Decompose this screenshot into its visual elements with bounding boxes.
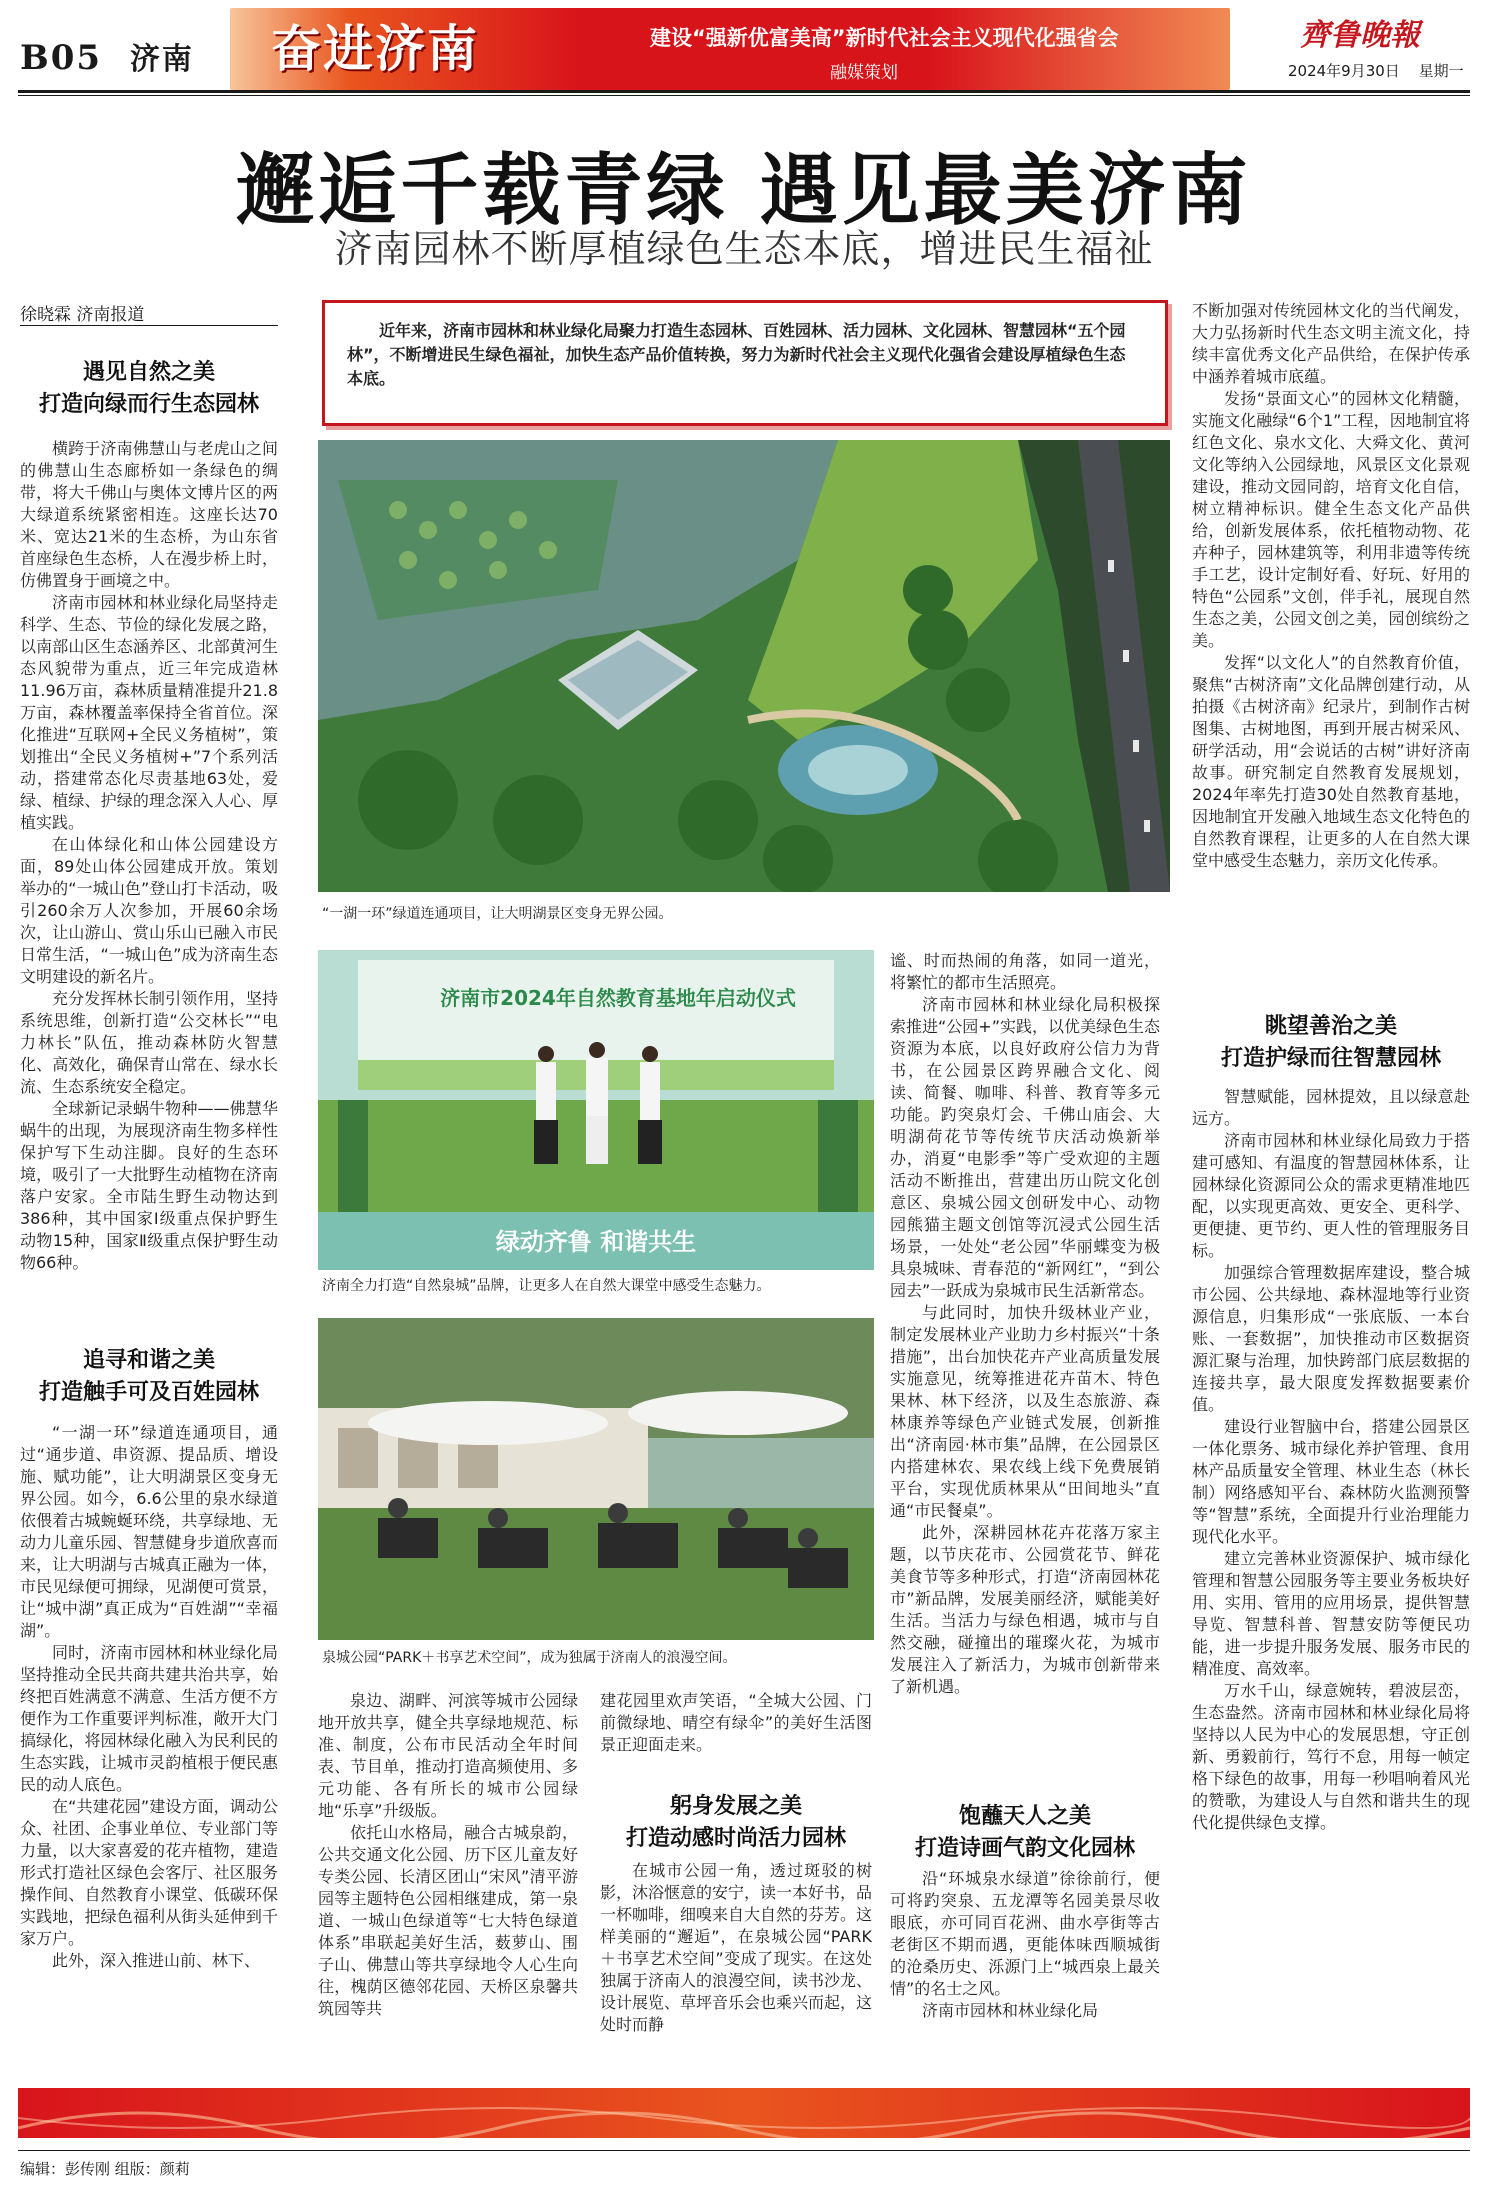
paragraph: 在城市公园一角，透过斑驳的树影，沐浴惬意的安宁，读一本好书，品一杯咖啡，细嗅来自大自然的芬芳。这样美丽的“邂逅”，在泉城公园“PARK＋书享艺术空间”变成了现实。在这处独属于济南人的浪漫空间，读书沙龙、设计展览、草坪音乐会也乘兴而起，这处时而静	[600, 1861, 872, 2034]
section-heading-5	[1192, 1010, 1470, 1074]
paragraph: 此外，深入推进山前、林下、	[52, 1951, 261, 1970]
ceremony-backdrop-title: 济南市2024年自然教育基地年启动仪式	[440, 986, 796, 1010]
paragraph: 在山体绿化和山体公园建设方面，89处山体公园建成开放。策划举办的“一城山色”登山打卡活动，吸引260余万人次参加，开展60余场次，让山游山、赏山乐山已融入市民日常生活，“一城山色”成为济南生态文明建设的新名片。	[20, 835, 278, 986]
paragraph: 建花园里欢声笑语，“全城大公园、门前微绿地、晴空有绿伞”的美好生活图景正迎面走来。	[600, 1691, 872, 1754]
paragraph: 济南市园林和林业绿化局坚持走科学、生态、节俭的绿化发展之路，以南部山区生态涵养区、北部黄河生态风貌带为重点，近三年完成造林11.96万亩，森林质量精准提升21.8万亩，森林覆盖率保持全省首位。深化推进“互联网+全民义务植树”，策划推出“全民义务植树+”7个系列活动，搭建常态化尽责基地63处，爱绿、植绿、护绿的理念深入人心、厚植实践。	[20, 593, 278, 832]
banner-title: 奋进济南	[271, 19, 479, 78]
photo-ceremony	[318, 950, 874, 1270]
editor-credits: 编辑：彭传刚 组版：颜莉	[20, 2160, 190, 2178]
photo-aerial-park	[318, 440, 1170, 892]
newspaper-logo: 齊鲁晚報	[1300, 18, 1420, 53]
paragraph: “一湖一环”绿道连通项目，通过“通步道、串资源、提品质、增设施、赋功能”，让大明湖景区变身无界公园。如今，6.6公里的泉水绿道依偎着古城蜿蜒环绕，共享绿地、无动力儿童乐园、智慧健身步道欣喜而来，让大明湖与古城真正融为一体，市民见绿便可拥绿，见湖便可赏景，让“城中湖”真正成为“百姓湖”“幸福湖”。	[20, 1423, 278, 1640]
column-4-top	[890, 950, 1160, 1788]
paragraph: 泉边、湖畔、河滨等城市公园绿地开放共享，健全共享绿地规范、标准、制度，公布市民活动全年时间表、节目单，推动打造高频使用、多元功能、各有所长的城市公园绿地“乐享”升级版。	[318, 1691, 578, 1820]
header-rule	[18, 90, 1470, 93]
paragraph: 依托山水格局，融合古城泉韵，公共交通文化公园、历下区儿童友好专类公园、长清区团山“宋风”清平游园等主题特色公园相继建成，第一泉道、一城山色绿道等“七大特色绿道体系”串联起美好生活，薮萝山、围子山、佛慧山等共享绿地令人心生向往，槐荫区德邻花园、天桥区泉馨共筑园等共	[318, 1823, 578, 2018]
photo-park-cafe	[318, 1318, 874, 1640]
article-title: 邂逅千载青绿 遇见最美济南	[236, 145, 1252, 236]
paragraph: 此外，深耕园林花卉花落万家主题，以节庆花市、公园赏花节、鲜花美食节等多种形式，打造“济南园林花市”新品牌，发展美丽经济，赋能美好生活。当活力与绿色相遇，城市与自然交融，碰撞出的璀璨火花，为城市发展注入了新活力，为城市创新带来了新机遇。	[890, 1523, 1160, 1696]
byline-rule	[20, 325, 278, 326]
park-cafe-illustration	[318, 1318, 874, 1640]
section-name: 济南	[129, 42, 194, 77]
paragraph: 不断加强对传统园林文化的当代阐发，大力弘扬新时代生态文明主流文化，持续丰富优秀文化产品供给，在保护传承中涵养着城市底蕴。	[1192, 301, 1470, 386]
footer-pattern	[18, 2088, 1470, 2138]
photo-2-caption: 济南全力打造“自然泉城”品牌，让更多人在自然大课堂中感受生态魅力。	[322, 1278, 771, 1294]
paragraph: 建设行业智脑中台，搭建公园景区一体化票务、城市绿化养护管理、食用林产品质量安全管理、林业生态（林长制）网络感知平台、森林防火监测预警等“智慧”系统，全面提升行业治理能力现代化水平。	[1192, 1417, 1470, 1546]
photo-3-caption: 泉城公园“PARK＋书享艺术空间”，成为独属于济南人的浪漫空间。	[322, 1650, 737, 1666]
column-1-top	[20, 438, 278, 1318]
header-rule-thin	[18, 95, 1470, 96]
section-heading-5-line1: 眺望善治之美	[1264, 1013, 1397, 1039]
section-heading-2-line1: 追寻和谐之美	[82, 1347, 215, 1373]
paragraph: 济南市园林和林业绿化局致力于搭建可感知、有温度的智慧园林体系，让园林绿化资源同公众的需求更精准地匹配，以实现更高效、更安全、更科学、更便捷、更节约、更人性的管理服务目标。	[1192, 1131, 1470, 1260]
column-5-bottom	[1192, 1086, 1470, 2060]
article-subtitle: 济南园林不断厚植绿色生态本底，增进民生福祉	[334, 227, 1154, 271]
paragraph: 全球新记录蜗牛物种——佛慧华蜗牛的出现，为展现济南生物多样性保护写下生动注脚。良好的生态环境，吸引了一大批野生动植物在济南落户安家。全市陆生野生动物达到386种，其中国家Ⅰ级重点保护野生动物15种，国家Ⅱ级重点保护野生动物66种。	[20, 1099, 278, 1272]
paragraph: 发扬“景面文心”的园林文化精髓，实施文化融绿“6个1”工程，因地制宜将红色文化、泉水文化、大舜文化、黄河文化等纳入公园绿地，风景区文化景观建设，推动文园同韵，培育文化自信，树立精神标识。健全生态文化产品供给，创新发展体系，依托植物动物、花卉种子，园林建筑等，利用非遗等传统手工艺，设计定制好看、好玩、好用的特色“公园系”文创，伴手礼，展现自然生态之美，公园文创之美，园创缤纷之美。	[1192, 389, 1470, 650]
issue-date	[1288, 60, 1464, 81]
banner-slogan: 建设“强新优富美高”新时代社会主义现代化强省会	[650, 26, 1119, 50]
section-heading-3	[600, 1790, 872, 1854]
photo-1-caption: “一湖一环”绿道连通项目，让大明湖景区变身无界公园。	[322, 906, 673, 922]
paragraph: 在“共建花园”建设方面，调动公众、社团、企事业单位、专业部门等力量，以大家喜爱的花卉植物，建造形式打造社区绿色会客厅、社区服务操作间、自然教育小课堂、低碳环保实践地，把绿色福利从街头延伸到千家万户。	[20, 1797, 278, 1948]
page-number-section	[20, 34, 194, 78]
date: 2024年9月30日	[1288, 62, 1400, 80]
column-2	[318, 1690, 578, 2060]
section-heading-3-line2: 打造动感时尚活力园林	[625, 1825, 846, 1851]
section-heading-5-line2: 打造护绿而往智慧园林	[1220, 1045, 1441, 1071]
section-heading-1	[20, 356, 278, 420]
paragraph: 与此同时，加快升级林业产业，制定发展林业产业助力乡村振兴“十条措施”，出台加快花卉产业高质量发展实施意见，统筹推进花卉苗木、特色果林、林下经济，以及生态旅游、森林康养等绿色产业链式发展，创新推出“济南园·林市集”品牌，在公园景区内搭建林农、果农线上线下免费展销平台，实现优质林果从“田间地头”直通“市民餐桌”。	[890, 1303, 1160, 1520]
paragraph: 济南市园林和林业绿化局积极探索推进“公园+”实践，以优美绿色生态资源为本底，以良好政府公信力为背书，在公园景区跨界融合文化、阅读、简餐、咖啡、科普、教育等多元功能。趵突泉灯会、千佛山庙会、大明湖荷花节等传统节庆活动焕新举办，消夏“电影季”等广受欢迎的主题活动不断推出，营建出历山院文化创意区、泉城公园文创研发中心、动物园熊猫主题文创馆等沉浸式公园生活场景，一处处“老公园”华丽蝶变为极具泉城味、青春范的“新网红”，“到公园去”一跃成为泉城市民生活新常态。	[890, 995, 1160, 1300]
column-3-top	[600, 1690, 872, 1778]
paragraph: 智慧赋能，园林提效，且以绿意赴远方。	[1192, 1087, 1470, 1128]
section-heading-4	[890, 1800, 1160, 1864]
section-heading-2	[20, 1344, 278, 1408]
paragraph: 发挥“以文化人”的自然教育价值，聚焦“古树济南”文化品牌创建行动，从拍摄《古树济南》纪录片，到制作古树图集、古树地图，再到开展古树采风、研学活动，用“会说话的古树”讲好济南故事。研究制定自然教育发展规划，2024年率先打造30处自然教育基地，因地制宜开发融入地域生态文化特色的自然教育课程，让更多的人在自然大课堂中感受生态魅力，亲历文化传承。	[1192, 653, 1470, 870]
column-3-bottom	[600, 1860, 872, 2060]
paragraph: 建立完善林业资源保护、城市绿化管理和智慧公园服务等主要业务板块好用、实用、管用的应用场景，提供智慧导览、智慧科普、智慧安防等便民功能，进一步提升服务发展、服务市民的精准度、高效率。	[1192, 1549, 1470, 1678]
paragraph: 横跨于济南佛慧山与老虎山之间的佛慧山生态廊桥如一条绿色的绸带，将大千佛山与奥体文博片区的两大绿道系统紧密相连。这座长达70米、宽达21米的生态桥，为山东省首座绿色生态桥，人在漫步桥上时，仿佛置身于画境之中。	[20, 439, 278, 590]
byline: 徐晓霖 济南报道	[20, 305, 145, 325]
lead-box	[322, 300, 1168, 426]
lead-text: 近年来，济南市园林和林业绿化局聚力打造生态园林、百姓园林、活力园林、文化园林、智慧园林“五个园林”，不断增进民生绿色福祉，加快生态产品价值转换，努力为新时代社会主义现代化强省会建设厚植绿色生态本底。	[347, 321, 1126, 388]
section-heading-3-line1: 躬身发展之美	[669, 1793, 802, 1819]
section-heading-1-line2: 打造向绿而行生态园林	[38, 391, 259, 417]
paragraph: 沿“环城泉水绿道”徐徐前行，便可将趵突泉、五龙潭等名园美景尽收眼底，亦可同百花洲、曲水亭街等古老街区不期而遇，更能体味西顺城街的沧桑历史、泺源门上“城西泉上最关情”的名士之风。	[890, 1869, 1160, 1998]
header-banner	[230, 8, 1230, 90]
paragraph: 同时，济南市园林和林业绿化局坚持推动全民共商共建共治共享，始终把百姓满意不满意、生活方便不方便作为工作重要评判标准，敞开大门搞绿化，将园林绿化融入为民利民的生态实践，让城市灵韵植根于便民惠民的动人底色。	[20, 1643, 278, 1794]
paragraph: 加强综合管理数据库建设，整合城市公园、公共绿地、森林湿地等行业资源信息，归集形成“一张底版、一本台账、一套数据”，加快推动市区数据资源汇聚与治理，加快跨部门底层数据的连接共享，最大限度发挥数据要素价值。	[1192, 1263, 1470, 1414]
section-heading-4-line2: 打造诗画气韵文化园林	[914, 1835, 1135, 1861]
footer-rule	[18, 2150, 1470, 2151]
paragraph: 充分发挥林长制引领作用，坚持系统思维，创新打造“公交林长”“电力林长”队伍，推动森林防火智慧化、高效化，确保青山常在、绿水长流、生态系统安全稳定。	[20, 989, 278, 1096]
section-heading-4-line1: 饱蘸天人之美	[958, 1803, 1091, 1829]
column-1-bottom	[20, 1422, 278, 2060]
column-4-bottom	[890, 1868, 1160, 2060]
page-number: B05	[20, 38, 103, 78]
section-heading-1-line1: 遇见自然之美	[82, 359, 215, 385]
ceremony-illustration	[318, 950, 874, 1270]
footer-decorative-band	[18, 2088, 1470, 2138]
weekday: 星期一	[1418, 62, 1464, 80]
paragraph: 谧、时而热闹的角落，如同一道光，将繁忙的都市生活照亮。	[890, 951, 1160, 992]
paragraph: 济南市园林和林业绿化局	[922, 2001, 1099, 2020]
banner-label: 融媒策划	[830, 63, 898, 83]
column-5-top	[1192, 300, 1470, 1000]
paragraph: 万水千山，绿意婉转，碧波层峦，生态盎然。济南市园林和林业绿化局将坚持以人民为中心的发展思想，守正创新、勇毅前行，笃行不怠，用每一帧定格下绿色的故事，用每一秒唱响着风光的赞歌，为建设人与自然和谐共生的现代化提供绿色支撑。	[1192, 1681, 1470, 1832]
aerial-park-illustration	[318, 440, 1170, 892]
section-heading-2-line2: 打造触手可及百姓园林	[38, 1379, 259, 1405]
ceremony-board-slogan: 绿动齐鲁 和谐共生	[495, 1227, 697, 1256]
